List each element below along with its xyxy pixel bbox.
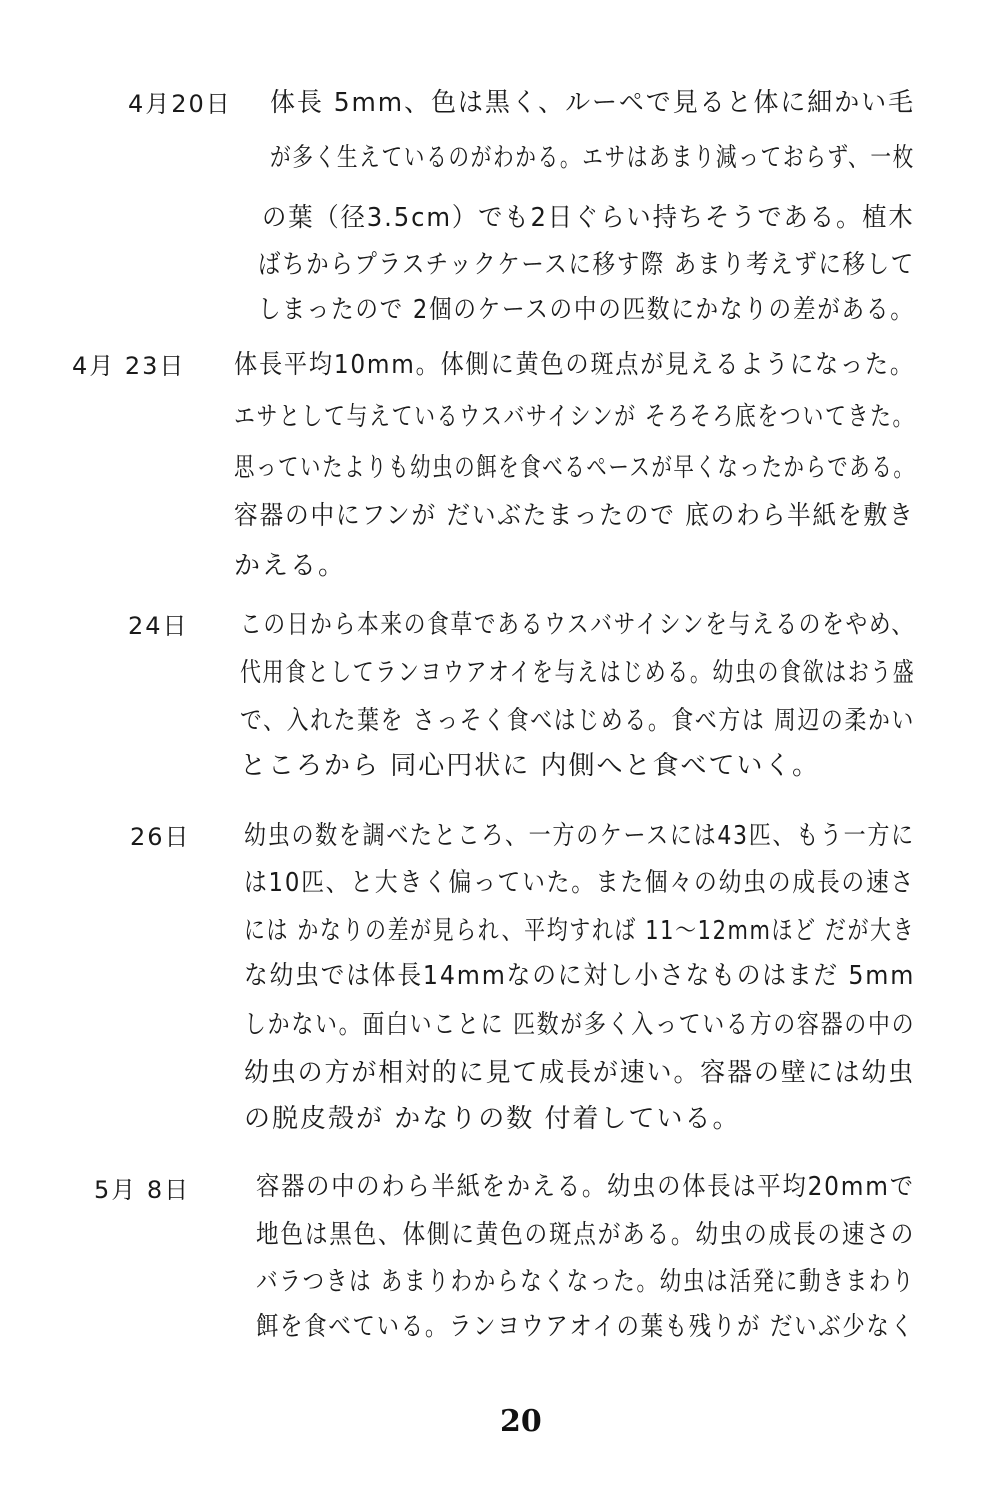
entry-line: 容器の中のわら半紙をかえる。幼虫の体長は平均20mmで <box>256 1172 915 1202</box>
entry-line: には かなりの差が見られ、平均すれば 11～12mmほど だが大き <box>244 916 916 946</box>
entry-line: エサとして与えているウスバサイシンが そろそろ底をついてきた。 <box>234 402 916 432</box>
entry-date: 4月 23日 <box>72 352 186 380</box>
entry-date: 4月20日 <box>128 90 232 118</box>
entry-line: の脱皮殻が かなりの数 付着している。 <box>244 1104 741 1134</box>
entry-line: 幼虫の数を調べたところ、一方のケースには43匹、もう一方に <box>244 821 915 851</box>
entry-line: 思っていたよりも幼虫の餌を食べるペースが早くなったからである。 <box>234 453 916 483</box>
entry-line: が多く生えているのがわかる。エサはあまり減っておらず、一枚 <box>270 143 915 173</box>
entry-date: 5月 8日 <box>94 1176 191 1204</box>
entry-line: 容器の中にフンが だいぶたまったので 底のわら半紙を敷き <box>234 501 915 531</box>
entry-line: な幼虫では体長14mmなのに対し小さなものはまだ 5mm <box>244 961 916 991</box>
entry-line: の葉（径3.5cm）でも2日ぐらい持ちそうである。植木 <box>262 203 915 233</box>
entry-line: この日から本来の食草であるウスバサイシンを与えるのをやめ、 <box>240 610 915 640</box>
entry-line: しまったので 2個のケースの中の匹数にかなりの差がある。 <box>258 295 915 325</box>
entry-line: 餌を食べている。ランヨウアオイの葉も残りが だいぶ少なく <box>256 1312 915 1342</box>
entry-line: バラつきは あまりわからなくなった。幼虫は活発に動きまわり <box>256 1267 916 1297</box>
page-number: 20 <box>500 1404 542 1439</box>
entry-line: ところから 同心円状に 内側へと食べていく。 <box>240 751 821 781</box>
entry-line: しかない。面白いことに 匹数が多く入っている方の容器の中の <box>244 1010 916 1040</box>
entry-line: 代用食としてランヨウアオイを与えはじめる。幼虫の食欲はおう盛 <box>240 658 916 688</box>
entry-line: で、入れた葉を さっそく食べはじめる。食べ方は 周辺の柔かい <box>240 706 916 736</box>
entry-date: 26日 <box>130 823 191 851</box>
entry-line: 地色は黒色、体側に黄色の斑点がある。幼虫の成長の速さの <box>256 1220 916 1250</box>
entry-line: 幼虫の方が相対的に見て成長が速い。容器の壁には幼虫 <box>244 1058 916 1088</box>
entry-line: かえる。 <box>234 551 347 581</box>
entry-line: は10匹、と大きく偏っていた。また個々の幼虫の成長の速さ <box>244 868 916 898</box>
entry-line: 体長平均10mm。体側に黄色の斑点が見えるようになった。 <box>234 350 915 380</box>
entry-line: ばちからプラスチックケースに移す際 あまり考えずに移して <box>258 250 915 280</box>
entry-line: 体長 5mm、色は黒く、ルーペで見ると体に細かい毛 <box>270 88 915 118</box>
entry-date: 24日 <box>128 612 189 640</box>
